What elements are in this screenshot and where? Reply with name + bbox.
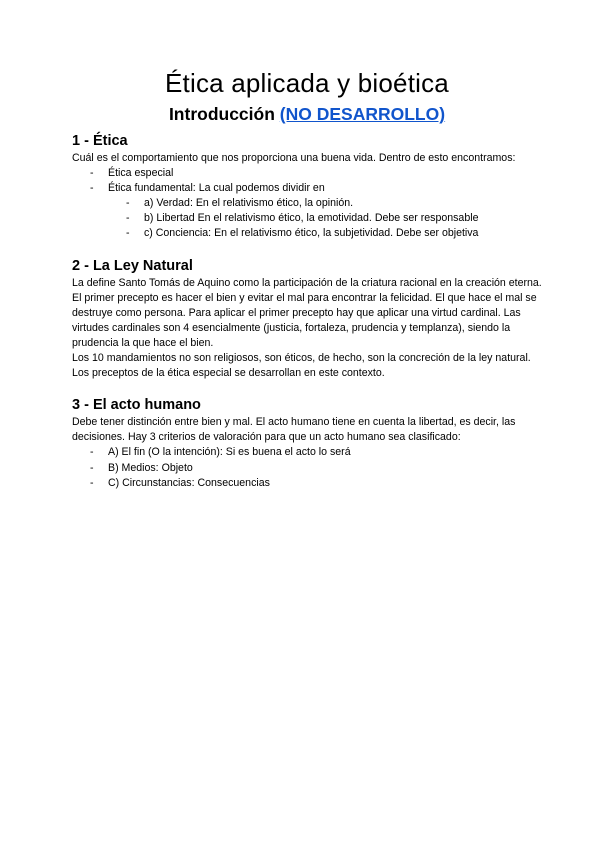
list-item: - Ética especial [72,166,542,181]
sub-list-item: - b) Libertad En el relativismo ético, la emotividad. Debe ser responsable [72,211,542,226]
section-paragraph: Los 10 mandamientos no son religiosos, son éticos, de hecho, son la concreción de la ley natural. Los preceptos de la ética especial se desarrollan en este contexto. [72,352,531,380]
bullet-list [72,166,542,196]
section-paragraph: La define Santo Tomás de Aquino como la participación de la criatura racional en la creación eterna. El primer precepto es hacer el bien y evitar el mal para encontrar la felicidad. El que hace el mal se destruye como persona. Para aplicar el primer precepto hay que aplicar una virtud cardinal. Las virtudes cardinales son 4 esencialmente (justicia, fortaleza, prudencia y templanza), siendo la prudencia la que hace el bien. [72,276,542,349]
list-item: - A) El fin (O la intención): Si es buena el acto lo será [72,445,542,460]
section-intro: Debe tener distinción entre bien y mal. El acto humano tiene en cuenta la libertad, es decir, las decisiones. Hay 3 criterios de valoración para que un acto humano sea clasificado: [72,416,516,444]
section-acto-humano [72,395,542,490]
section-heading: 2 - La Ley Natural [72,257,193,274]
sub-bullet-list [72,196,542,241]
document-subtitle [72,102,542,126]
subtitle-text: Introducción [168,104,275,124]
list-item: - C) Circunstancias: Consecuencias [72,476,542,491]
section-intro: Cuál es el comportamiento que nos proporciona una buena vida. Dentro de esto encontramos: [72,152,516,164]
list-item: - B) Medios: Objeto [72,461,542,476]
sub-list-item: - a) Verdad: En el relativismo ético, la opinión. [72,196,542,211]
subtitle-link[interactable]: (NO DESARROLLO) [279,104,446,124]
document-title: Ética aplicada y bioética [165,68,449,98]
list-item: - Ética fundamental: La cual podemos dividir en [72,181,542,196]
sub-list-item: - c) Conciencia: En el relativismo ético, la subjetividad. Debe ser objetiva [72,226,542,241]
section-heading: 3 - El acto humano [72,397,201,414]
section-ley-natural [72,256,542,382]
section-etica [72,131,542,242]
bullet-list [72,445,542,490]
section-heading: 1 - Ética [72,133,128,149]
